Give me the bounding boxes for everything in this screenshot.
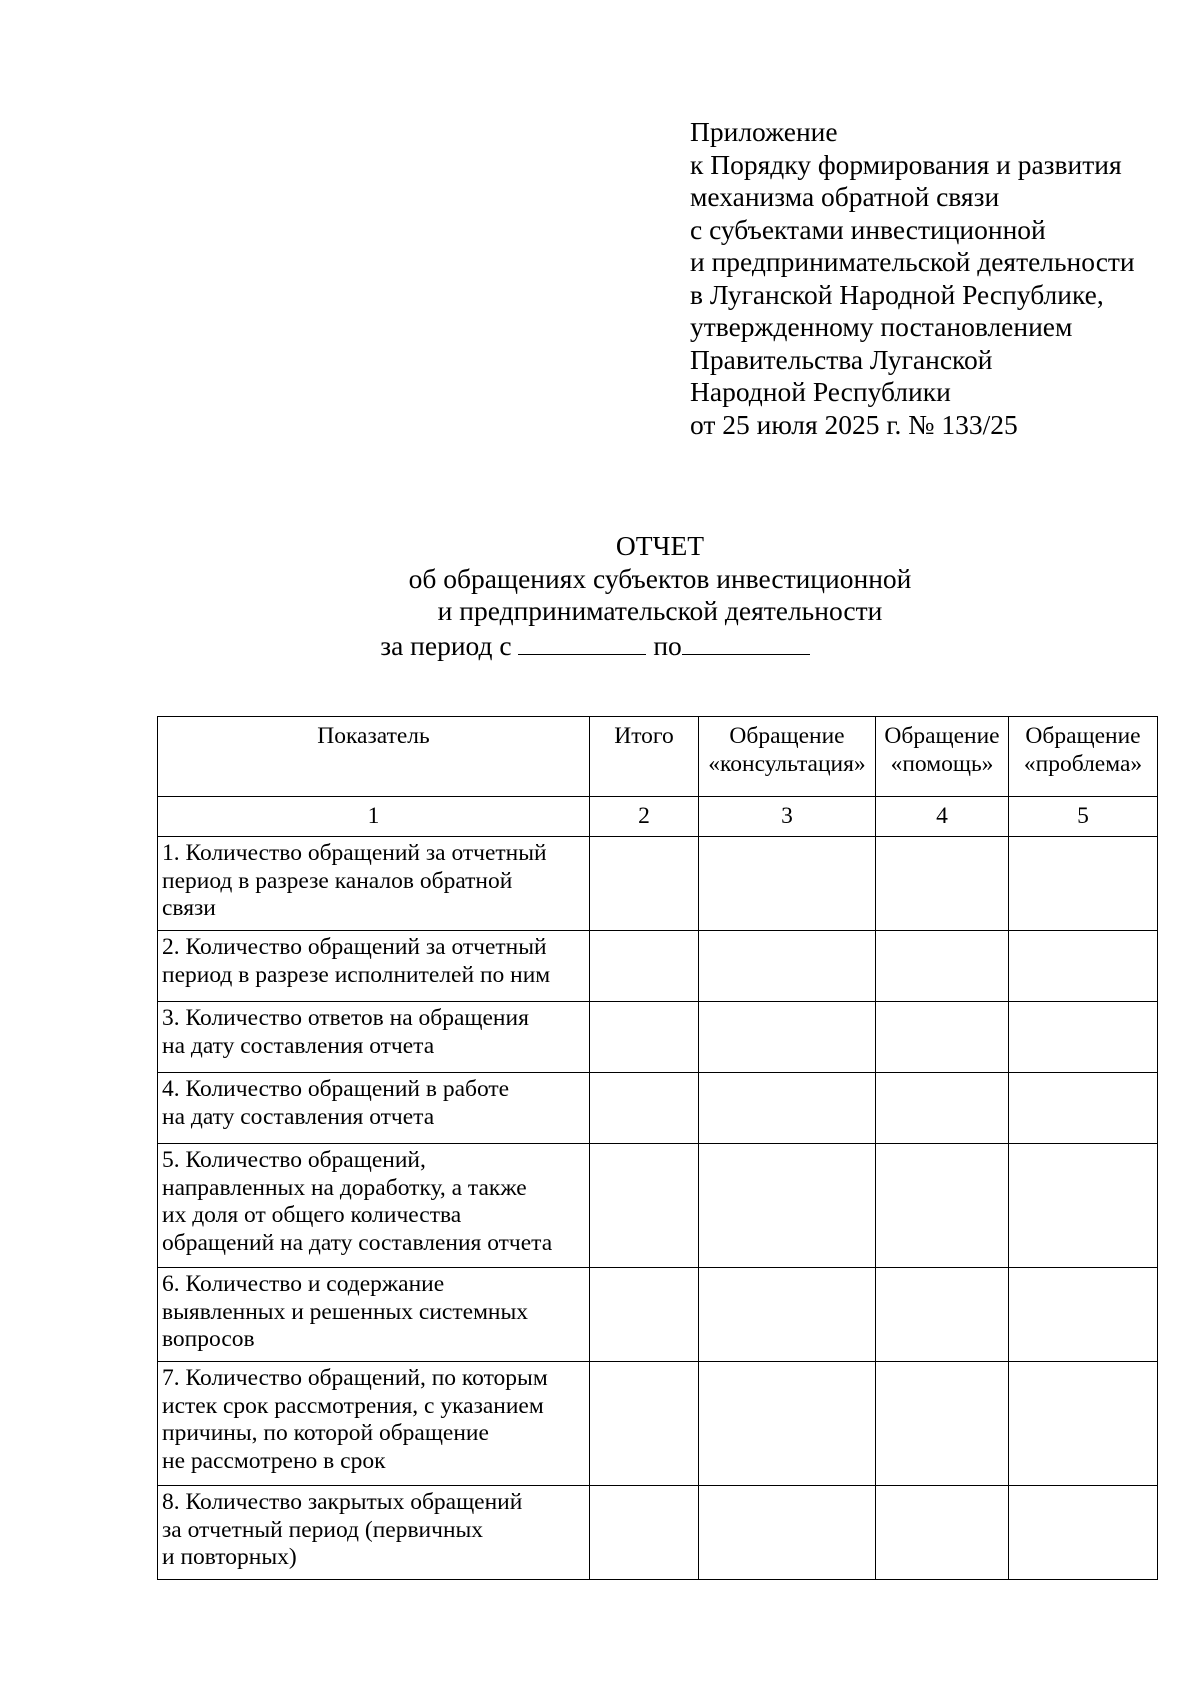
indicator-text-line: связи xyxy=(162,895,216,921)
consultation-cell[interactable] xyxy=(699,1486,876,1580)
indicator-text-line: 2. Количество обращений за отчетный xyxy=(162,934,547,960)
indicator-text-line: 3. Количество ответов на обращения xyxy=(162,1005,529,1031)
indicator-text-line: 5. Количество обращений, xyxy=(162,1147,426,1173)
appendix-line: утвержденному постановлением xyxy=(690,311,1073,342)
indicator-cell xyxy=(158,1144,590,1268)
problem-cell[interactable] xyxy=(1009,931,1158,1002)
header-consultation: Обращение «консультация» xyxy=(699,717,876,797)
consultation-cell[interactable] xyxy=(699,1144,876,1268)
total-cell[interactable] xyxy=(590,1073,699,1144)
indicator-text-line: 7. Количество обращений, по которым xyxy=(162,1365,548,1391)
indicator-cell xyxy=(158,1486,590,1580)
indicator-text-line: 1. Количество обращений за отчетный xyxy=(162,840,547,866)
period-start-blank[interactable] xyxy=(518,628,646,655)
appendix-line: Народной Республики xyxy=(690,376,951,407)
help-cell[interactable] xyxy=(876,1002,1009,1073)
indicator-text-line: причины, по которой обращение xyxy=(162,1420,489,1446)
indicator-text-line: и повторных) xyxy=(162,1544,297,1570)
consultation-cell[interactable] xyxy=(699,1362,876,1486)
header-help: Обращение «помощь» xyxy=(876,717,1009,797)
column-number-row xyxy=(158,797,1158,837)
total-cell[interactable] xyxy=(590,1362,699,1486)
total-cell[interactable] xyxy=(590,1002,699,1073)
problem-cell[interactable] xyxy=(1009,1073,1158,1144)
problem-cell[interactable] xyxy=(1009,1002,1158,1073)
report-title-block xyxy=(0,530,1200,662)
indicator-text-line: вопросов xyxy=(162,1326,255,1352)
problem-cell[interactable] xyxy=(1009,1362,1158,1486)
indicator-text-line: направленных на доработку, а также xyxy=(162,1174,527,1201)
indicator-cell xyxy=(158,1362,590,1486)
report-heading: ОТЧЕТ xyxy=(615,530,705,561)
help-cell[interactable] xyxy=(876,1073,1009,1144)
table-row xyxy=(158,1486,1158,1580)
indicator-cell xyxy=(158,931,590,1002)
period-end-blank[interactable] xyxy=(682,628,810,655)
indicator-text-line: их доля от общего количества xyxy=(162,1202,462,1228)
consultation-cell[interactable] xyxy=(699,837,876,931)
total-cell[interactable] xyxy=(590,1486,699,1580)
indicator-text-line: 8. Количество закрытых обращений xyxy=(162,1489,523,1515)
column-number: 4 xyxy=(876,797,1009,837)
column-number: 5 xyxy=(1009,797,1158,837)
table-row xyxy=(158,1362,1158,1486)
appendix-line: Правительства Луганской xyxy=(690,343,993,375)
indicator-text-line: на дату составления отчета xyxy=(162,1032,435,1059)
indicator-text-line: 6. Количество и содержание xyxy=(162,1271,445,1297)
indicator-text-line: 4. Количество обращений в работе xyxy=(162,1076,510,1102)
report-subtitle-line: и предпринимательской деятельности xyxy=(437,595,883,626)
appendix-line: к Порядку формирования и развития xyxy=(690,148,1122,180)
problem-cell[interactable] xyxy=(1009,1144,1158,1268)
table-row xyxy=(158,1268,1158,1362)
consultation-cell[interactable] xyxy=(699,1073,876,1144)
total-cell[interactable] xyxy=(590,931,699,1002)
indicator-text-line: на дату составления отчета xyxy=(162,1103,435,1130)
help-cell[interactable] xyxy=(876,1268,1009,1362)
appendix-line: механизма обратной связи xyxy=(690,181,1000,212)
column-number: 3 xyxy=(699,797,876,837)
indicator-cell xyxy=(158,1268,590,1362)
problem-cell[interactable] xyxy=(1009,837,1158,931)
period-middle: по xyxy=(653,629,682,661)
total-cell[interactable] xyxy=(590,1268,699,1362)
appendix-line: с субъектами инвестиционной xyxy=(690,213,1046,245)
appendix-block xyxy=(690,116,1180,441)
help-cell[interactable] xyxy=(876,1486,1009,1580)
appendix-line: в Луганской Народной Республике, xyxy=(690,278,1104,310)
indicator-text-line: обращений на дату составления отчета xyxy=(162,1229,553,1256)
indicator-text-line: период в разрезе исполнителей по ним xyxy=(162,961,551,988)
table-row xyxy=(158,1073,1158,1144)
appendix-line: от 25 июля 2025 г. № 133/25 xyxy=(690,408,1018,440)
header-total: Итого xyxy=(590,717,699,797)
indicator-cell xyxy=(158,1073,590,1144)
help-cell[interactable] xyxy=(876,931,1009,1002)
indicator-cell xyxy=(158,837,590,931)
problem-cell[interactable] xyxy=(1009,1268,1158,1362)
indicator-text-line: истек срок рассмотрения, с указанием xyxy=(162,1392,544,1419)
appendix-line: и предпринимательской деятельности xyxy=(690,246,1135,277)
report-period-line xyxy=(0,628,1200,663)
indicator-cell xyxy=(158,1002,590,1073)
indicator-text-line: не рассмотрено в срок xyxy=(162,1447,386,1474)
total-cell[interactable] xyxy=(590,837,699,931)
total-cell[interactable] xyxy=(590,1144,699,1268)
appendix-line: Приложение xyxy=(690,116,838,147)
help-cell[interactable] xyxy=(876,837,1009,931)
report-table xyxy=(157,716,1158,1580)
help-cell[interactable] xyxy=(876,1362,1009,1486)
column-number: 2 xyxy=(590,797,699,837)
consultation-cell[interactable] xyxy=(699,1002,876,1073)
table-row xyxy=(158,1144,1158,1268)
table-header-row xyxy=(158,717,1158,797)
indicator-text-line: период в разрезе каналов обратной xyxy=(162,867,513,894)
consultation-cell[interactable] xyxy=(699,1268,876,1362)
table-row xyxy=(158,837,1158,931)
report-subtitle-line: об обращениях субъектов инвестиционной xyxy=(408,562,912,594)
header-indicator: Показатель xyxy=(158,717,590,797)
help-cell[interactable] xyxy=(876,1144,1009,1268)
table-row xyxy=(158,931,1158,1002)
indicator-text-line: за отчетный период (первичных xyxy=(162,1516,484,1543)
indicator-text-line: выявленных и решенных системных xyxy=(162,1298,529,1325)
table-row xyxy=(158,1002,1158,1073)
problem-cell[interactable] xyxy=(1009,1486,1158,1580)
period-prefix: за период с xyxy=(380,629,512,661)
column-number: 1 xyxy=(158,797,590,837)
consultation-cell[interactable] xyxy=(699,931,876,1002)
header-problem: Обращение «проблема» xyxy=(1009,717,1158,797)
